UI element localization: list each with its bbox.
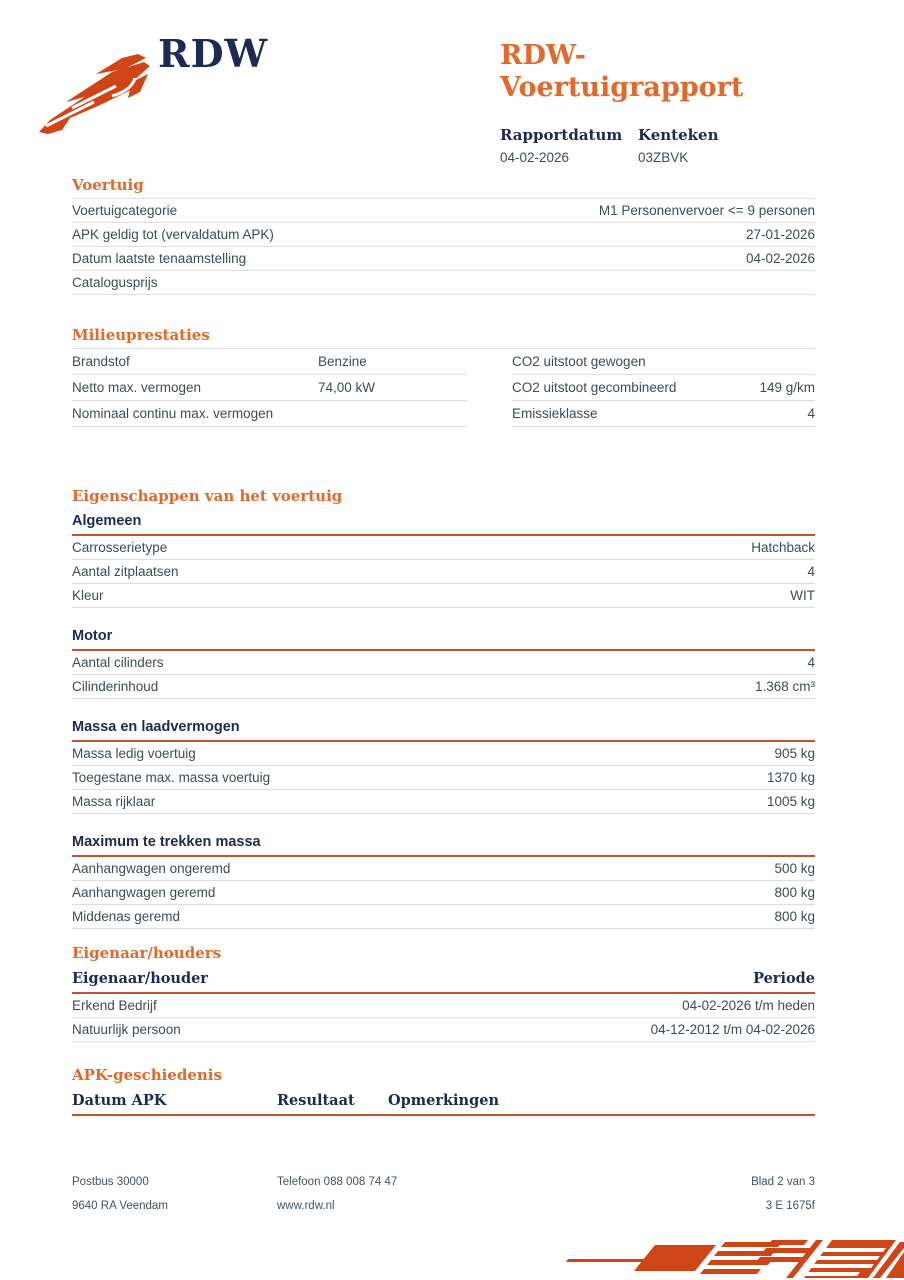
row-value: Benzine	[318, 354, 367, 369]
section-heading: Voertuig	[72, 176, 144, 194]
row-value: 800 kg	[774, 885, 815, 900]
row-label: Massa rijklaar	[72, 794, 156, 809]
section-eigenaar	[72, 944, 815, 1042]
row-label: Aanhangwagen geremd	[72, 885, 216, 900]
table-row	[72, 536, 815, 560]
column-header-period: Periode	[753, 970, 815, 987]
column-header-resultaat: Resultaat	[277, 1092, 355, 1109]
row-label: Middenas geremd	[72, 909, 181, 924]
subsection-heading: Massa en laadvermogen	[72, 719, 815, 742]
row-value: 04-02-2026 t/m heden	[682, 998, 815, 1013]
row-value: 4	[807, 564, 815, 579]
table-row	[72, 651, 815, 675]
row-value: 74,00 kW	[318, 380, 376, 395]
subsection-heading: Maximum te trekken massa	[72, 834, 815, 857]
row-label: Aantal zitplaatsen	[72, 564, 179, 579]
row-label: Erkend Bedrijf	[72, 998, 157, 1013]
row-label: Massa ledig voertuig	[72, 746, 196, 761]
row-value: 800 kg	[774, 909, 815, 924]
row-label: Toegestane max. massa voertuig	[72, 770, 271, 785]
report-date	[500, 126, 638, 165]
footer-page-number: Blad 2 van 3	[751, 1176, 815, 1188]
rdw-feather-icon	[36, 52, 154, 143]
row-label: Emissieklasse	[512, 406, 598, 421]
table-row	[72, 271, 815, 295]
milieu-right-column	[512, 349, 815, 427]
report-date-label: Rapportdatum	[500, 126, 623, 144]
row-value: 500 kg	[774, 861, 815, 876]
table-row	[72, 247, 815, 271]
section-voertuig	[72, 176, 815, 295]
row-value: 4	[807, 406, 815, 421]
row-label: Aanhangwagen ongeremd	[72, 861, 231, 876]
row-label: CO2 uitstoot gewogen	[512, 354, 646, 369]
section-heading: APK-geschiedenis	[72, 1066, 222, 1084]
row-label: Kleur	[72, 588, 104, 603]
table-row	[72, 401, 467, 427]
table-row	[72, 199, 815, 223]
row-label: Natuurlijk persoon	[72, 1022, 181, 1037]
row-label: CO2 uitstoot gecombineerd	[512, 380, 677, 395]
row-value: Hatchback	[751, 540, 815, 555]
footer-address-line2: 9640 RA Veendam	[72, 1200, 168, 1212]
row-label: Netto max. vermogen	[72, 380, 202, 395]
section-heading: Eigenaar/houders	[72, 944, 222, 962]
footer-page-info	[675, 1170, 815, 1218]
voertuig-rows	[72, 198, 815, 295]
row-value	[318, 406, 467, 421]
row-label: Catalogusprijs	[72, 275, 158, 290]
subsection-massa	[72, 719, 815, 814]
row-value: 1370 kg	[766, 770, 815, 785]
table-row	[72, 675, 815, 699]
row-label: Cilinderinhoud	[72, 679, 159, 694]
table-row	[72, 994, 815, 1018]
license-plate	[638, 126, 776, 165]
report-meta	[500, 126, 820, 165]
table-row	[512, 349, 815, 375]
section-eigenschappen	[72, 487, 815, 929]
column-header-datum-apk: Datum APK	[72, 1092, 167, 1109]
table-row	[72, 857, 815, 881]
table-row	[72, 881, 815, 905]
table-row	[512, 401, 815, 427]
license-plate-label: Kenteken	[638, 126, 719, 144]
decorative-speed-stripes-icon	[520, 1236, 904, 1280]
subsection-motor	[72, 628, 815, 699]
table-row	[72, 905, 815, 929]
footer-doc-code: 3 E 1675f	[765, 1200, 815, 1212]
table-row	[72, 560, 815, 584]
row-value: 1005 kg	[766, 794, 815, 809]
table-row	[72, 349, 467, 375]
table-row	[72, 742, 815, 766]
rdw-logo-text: RDW	[158, 31, 269, 76]
row-label: Brandstof	[72, 354, 130, 369]
footer-address	[72, 1170, 277, 1218]
page-footer	[72, 1170, 815, 1218]
row-label: Datum laatste tenaamstelling	[72, 251, 247, 266]
footer-phone: Telefoon 088 008 74 47	[277, 1176, 398, 1188]
section-apk-geschiedenis	[72, 1066, 815, 1116]
table-row	[72, 375, 467, 401]
subsection-algemeen	[72, 513, 815, 608]
license-plate-value: 03ZBVK	[638, 150, 689, 165]
row-value: 27-01-2026	[745, 227, 815, 242]
footer-address-line1: Postbus 30000	[72, 1176, 149, 1188]
table-row	[72, 223, 815, 247]
row-value: 4	[807, 655, 815, 670]
section-heading: Milieuprestaties	[72, 326, 210, 344]
row-label: Aantal cilinders	[72, 655, 164, 670]
column-header-opmerkingen: Opmerkingen	[388, 1092, 499, 1109]
row-value: 04-02-2026	[745, 251, 815, 266]
row-value: 905 kg	[774, 746, 815, 761]
row-label: APK geldig tot (vervaldatum APK)	[72, 227, 274, 242]
row-value: 04-12-2012 t/m 04-02-2026	[650, 1022, 815, 1037]
page-title: RDW-Voertuigrapport	[500, 40, 744, 103]
row-value: M1 Personenvervoer <= 9 personen	[598, 203, 815, 218]
table-row	[72, 790, 815, 814]
section-heading: Eigenschappen van het voertuig	[72, 487, 343, 505]
table-row	[72, 766, 815, 790]
owner-table-header	[72, 970, 815, 994]
table-row	[72, 1018, 815, 1042]
apk-table-header	[72, 1092, 815, 1116]
milieu-left-column	[72, 349, 467, 427]
table-row	[72, 584, 815, 608]
row-value: WIT	[790, 588, 815, 603]
subsection-heading: Algemeen	[72, 513, 815, 536]
report-header	[500, 40, 820, 165]
subsection-trekken	[72, 834, 815, 929]
subsection-heading: Motor	[72, 628, 815, 651]
report-date-value: 04-02-2026	[500, 150, 570, 165]
table-row	[512, 375, 815, 401]
row-label: Carrosserietype	[72, 540, 168, 555]
footer-contact	[277, 1170, 675, 1218]
column-header-owner: Eigenaar/houder	[72, 970, 208, 987]
row-label: Voertuigcategorie	[72, 203, 178, 218]
milieu-grid	[72, 348, 815, 427]
footer-website: www.rdw.nl	[277, 1200, 335, 1212]
row-value: 1.368 cm³	[754, 679, 815, 694]
section-milieuprestaties	[72, 326, 815, 427]
row-label: Nominaal continu max. vermogen	[72, 406, 274, 421]
row-value: 149 g/km	[759, 380, 815, 395]
